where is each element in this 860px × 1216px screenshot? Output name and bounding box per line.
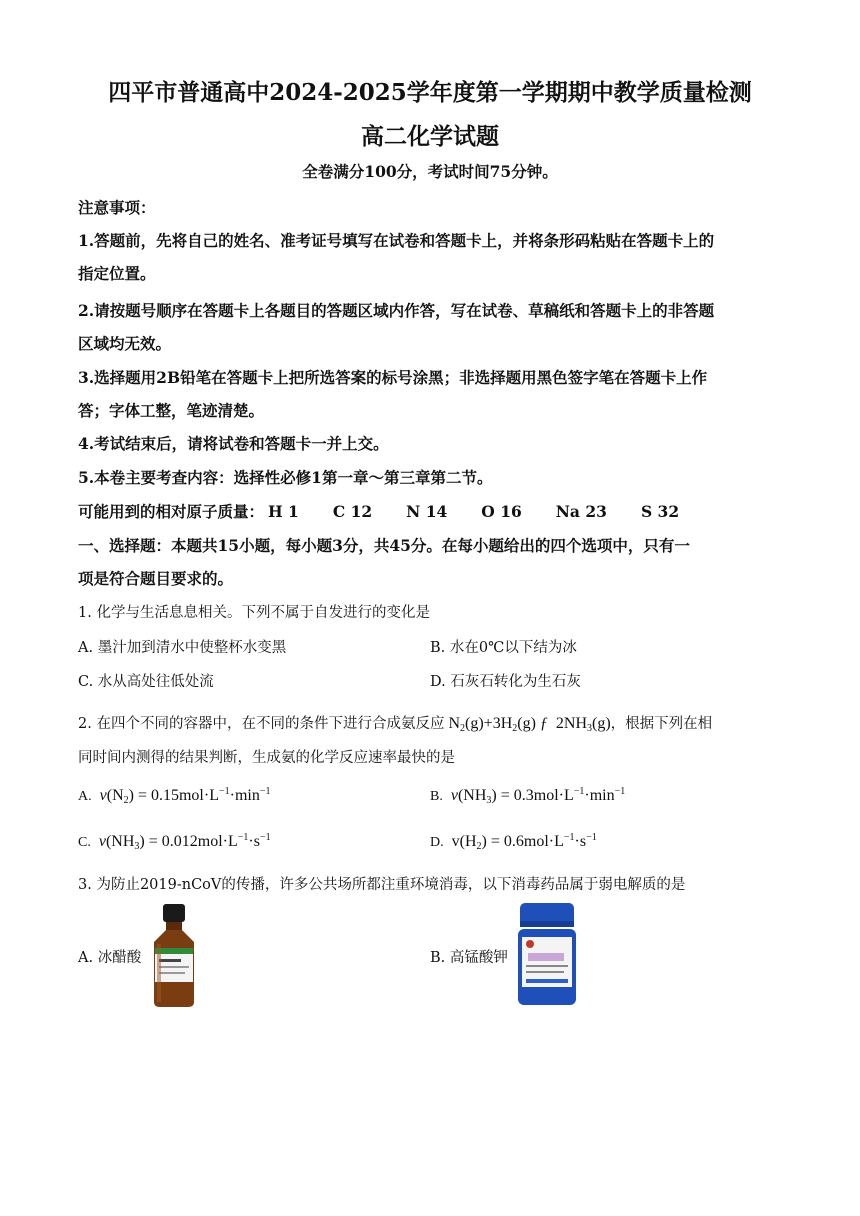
mass-c: C 12 <box>332 502 373 521</box>
mass-h: H 1 <box>268 502 299 521</box>
jar-label-band <box>526 979 568 983</box>
bottle-label-text <box>159 959 181 962</box>
q2-option-c-value: 0.012mol·L <box>161 833 238 850</box>
q2-option-d-value: 0.6mol·L <box>503 833 564 850</box>
q2-equation: $N_2(g)+3H_2(g)$ ƒ $2NH_3(g)$ <box>444 715 611 734</box>
q2-stem-c: 同时间内测得的结果判断，生成氨的化学反应速率最快的是 <box>78 750 455 766</box>
notice-item-3b: 答；字体工整，笔迹清楚。 <box>78 401 265 420</box>
mass-s: S 32 <box>640 502 680 521</box>
q2-option-c-unit: ·s <box>248 833 260 850</box>
q2-option-b: B. $v(NH_3) = 0.3mol\cdot L^{-1}\cdot\min^{-1}$ <box>430 786 626 806</box>
q2-option-a-value: 0.15mol·L <box>150 787 219 804</box>
q3-option-a: A. 冰醋酸 <box>78 950 142 966</box>
q2-stem-b: ，根据下列在相 <box>610 716 713 732</box>
notice-item-5: 5.本卷主要考查内容：选择性必修1第一章～第三章第二节。 <box>78 468 493 487</box>
q2-option-c: C. $v(NH_3) = 0.012mol\cdot L^{-1}\cdot s^{-1}$ <box>78 832 271 852</box>
q1-option-a: A. 墨汁加到清水中使整杯水变黑 <box>78 640 287 656</box>
q1-stem: 1. 化学与生活息息相关。下列不属于自发进行的变化是 <box>78 605 430 621</box>
exam-subtitle: 高二化学试题 <box>361 123 499 150</box>
q2-stem-line1 <box>78 713 784 740</box>
jar-label-text-2 <box>526 971 564 973</box>
q1-option-d: D. 石灰石转化为生石灰 <box>430 674 581 690</box>
atomic-masses-label: 可能用到的相对原子质量： <box>78 502 265 521</box>
q2-option-b-value: 0.3mol·L <box>513 787 574 804</box>
notice-item-2a: 2.请按题号顺序在答题卡上各题目的答题区域内作答，写在试卷、草稿纸和答题卡上的非答题 <box>78 301 715 320</box>
potassium-permanganate-jar-image <box>516 903 578 1007</box>
notice-item-1b: 指定位置。 <box>78 264 156 283</box>
q1-option-b: B. 水在0℃以下结为冰 <box>430 640 577 656</box>
q2-option-b-label: B. <box>430 789 443 804</box>
jar-label-logo <box>526 940 534 948</box>
bottle-neck <box>166 922 182 930</box>
notice-item-4: 4.考试结束后，请将试卷和答题卡一并上交。 <box>78 434 389 453</box>
notice-item-2b: 区域均无效。 <box>78 334 172 353</box>
notice-heading: 注意事项： <box>78 198 156 217</box>
q3-stem: 3. 为防止2019-nCoV的传播，许多公共场所都注重环境消毒，以下消毒药品属于弱电解质的是 <box>78 877 686 893</box>
section1-heading-b: 项是符合题目要求的。 <box>78 569 234 588</box>
mass-n: N 14 <box>406 502 448 521</box>
q2-option-a: A. $v(N_2) = 0.15mol\cdot L^{-1}\cdot\min^{-1}$ <box>78 786 271 806</box>
mass-o: O 16 <box>481 502 522 521</box>
exam-title: 四平市普通高中2024-2025学年度第一学期期中教学质量检测 <box>108 79 752 106</box>
bottle-cap <box>163 904 185 922</box>
q2-option-d-unit: ·s <box>574 833 587 850</box>
mass-na: Na 23 <box>555 502 607 521</box>
q2-option-c-label: C. <box>78 835 91 850</box>
exam-info: 全卷满分100分，考试时间75分钟。 <box>302 162 558 181</box>
acetic-acid-bottle-image <box>148 904 200 1008</box>
jar-label-title <box>528 953 564 961</box>
q2-option-a-unit: ·min <box>229 787 260 804</box>
bottle-label-text-3 <box>159 972 185 974</box>
q2-stem-a: 2. 在四个不同的容器中，在不同的条件下进行合成氨反应 <box>78 716 445 732</box>
bottle-highlight <box>157 944 161 1002</box>
q2-option-d-label: D. <box>430 835 444 850</box>
q1-option-c: C. 水从高处往低处流 <box>78 674 214 690</box>
bottle-label-text-2 <box>159 966 189 968</box>
q2-option-d: D. $v(H_2) = 0.6mol\cdot L^{-1}\cdot s^{-1}$ <box>430 832 597 852</box>
notice-item-3a: 3.选择题用2B铅笔在答题卡上把所选答案的标号涂黑；非选择题用黑色签字笔在答题卡上作 <box>78 368 708 387</box>
q3-option-b: B. 高锰酸钾 <box>430 950 508 966</box>
jar-label-text <box>526 965 568 967</box>
section1-heading-a: 一、选择题：本题共15小题，每小题3分，共45分。在每小题给出的四个选项中，只有一 <box>78 536 690 555</box>
jar-lid-rim <box>520 921 574 927</box>
q2-option-a-label: A. <box>78 789 92 804</box>
notice-item-1a: 1.答题前，先将自己的姓名、准考证号填写在试卷和答题卡上，并将条形码粘贴在答题卡上的 <box>78 231 715 250</box>
atomic-masses <box>78 501 784 523</box>
q2-option-b-unit: ·min <box>584 787 615 804</box>
